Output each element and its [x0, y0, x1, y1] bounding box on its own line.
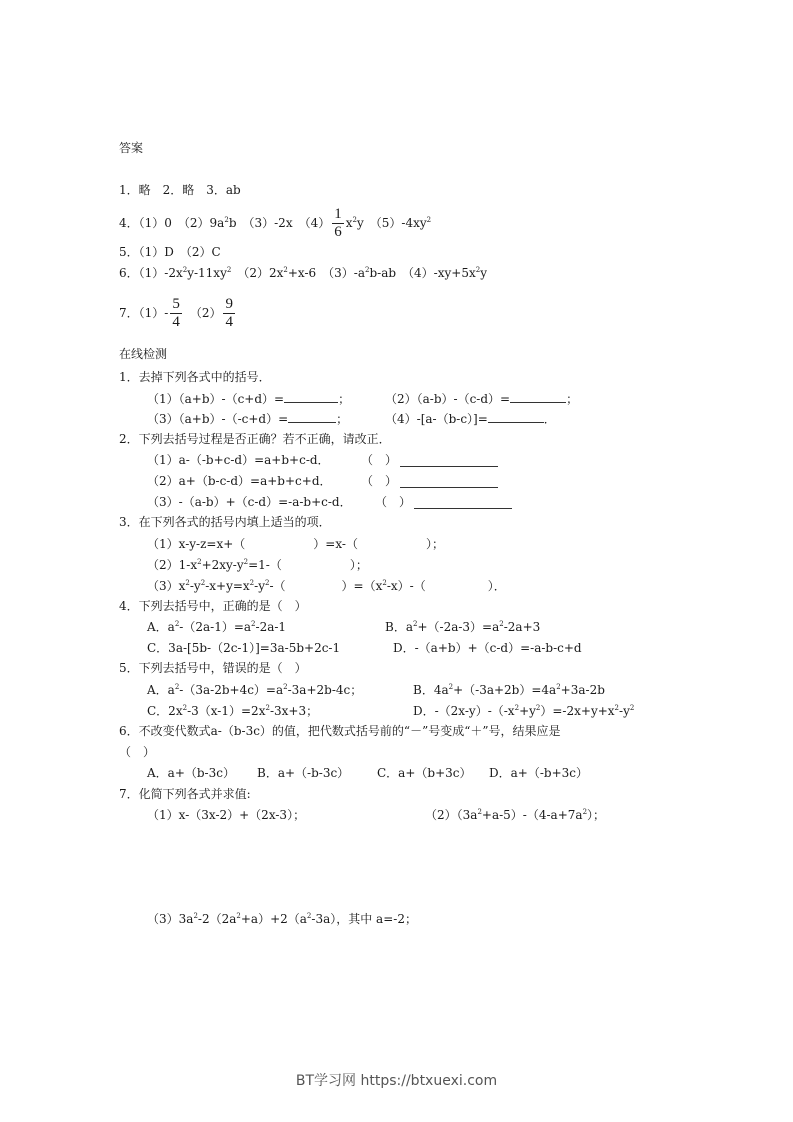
fraction-9-4: $\frac{9}{4}$ [225, 296, 233, 330]
correction-blank-1[interactable] [400, 454, 498, 467]
q6-option-d[interactable]: D．a+（-b+3c） [489, 766, 588, 780]
q6-stem: 6．不改变代数式a-（b-3c）的值，把代数式括号前的“－”号变成“＋”号，结果应是 [119, 724, 561, 738]
fraction-1-6: $\frac{1}{6}$ [334, 206, 342, 240]
q3-stem: 3．在下列各式的括号内填上适当的项． [119, 515, 331, 529]
footer-watermark: BT学习网 https://btxuexi.com [295, 1073, 498, 1089]
answers-title: 答案 [119, 141, 144, 155]
correction-blank-3[interactable] [414, 496, 512, 509]
q7-stem: 7．化简下列各式并求值: [119, 787, 251, 801]
q4-option-d[interactable]: D．-（a+b）+（c-d）=-a-b-c+d [393, 641, 582, 655]
q6-option-c[interactable]: C．a+（b+3c） [377, 766, 472, 780]
q1-item-1: （1）（a+b）-（c+d）= ； [147, 392, 351, 406]
answer-line-7: 7．（1）- $\frac{5}{4}$ （2） $\frac{9}{4}$ [119, 296, 233, 330]
fraction-5-4: $\frac{5}{4}$ [172, 296, 180, 330]
answer-line-1: 1．略 2．略 3．ab [119, 183, 241, 197]
q2-paren-3[interactable]: （ ） [375, 495, 412, 509]
q4-stem: 4．下列去括号中，正确的是（ ） [119, 599, 307, 613]
q2-item-3: （3）-（a-b）+（c-d）=-a-b+c-d． [147, 495, 352, 509]
q5-option-d[interactable]: D．$-(2x-y)-(-x^2+y^2)=-2x+y+x^2-y^2$ [413, 704, 635, 718]
answer-line-5: 5．（1）D （2）C [119, 245, 221, 259]
q1-item-4: （4）-[a-（b-c）]= ． [385, 412, 556, 426]
q4-option-b[interactable]: B．$a^2+(-2a-3)=a^2-2a+3$ [385, 620, 541, 634]
answer-line-6: 6．$(1)-2x^2y-11xy^2$ $(2)2x^2+x-6$ $(3)-a^2b-ab$ $(4)-xy+5x^2y$ [119, 266, 487, 280]
q4-option-a[interactable]: A．$a^2-(2a-1)=a^2-2a-1$ [147, 620, 287, 634]
q2-paren-2[interactable]: （ ） [361, 474, 398, 488]
answer-line-4: 4．（1）0 $(2)9a^2b$ （3）-2x （4） $\frac{1}{6}$ $x^2y$ $(5)-4xy^2$ [119, 206, 432, 240]
q5-stem: 5．下列去括号中，错误的是（ ） [119, 661, 307, 675]
q7-item-3: $(3)3a^2-2(2a^2+a)+2(a^2-3a)$，其中 a=-2； [147, 912, 417, 926]
q2-stem: 2．下列去括号过程是否正确？若不正确，请改正． [119, 432, 391, 446]
answer-blank[interactable] [488, 410, 544, 423]
q3-item-1: （1）x-y-z=x+（ ）=x-（ ）； [147, 537, 444, 551]
online-test-title: 在线检测 [119, 347, 168, 361]
q4-option-c[interactable]: C．3a-[5b-（2c-1）]=3a-5b+2c-1 [147, 641, 341, 655]
q7-item-1: （1）x-（3x-2）+（2x-3）； [147, 808, 306, 822]
q2-item-2: （2）a+（b-c-d）=a+b+c+d． [147, 474, 332, 488]
q6-paren[interactable]: （ ） [119, 745, 156, 759]
q2-item-1: （1）a-（-b+c-d）=a+b+c-d． [147, 453, 330, 467]
answer-blank[interactable] [284, 390, 338, 403]
answer-blank[interactable] [510, 390, 566, 403]
q1-item-3: （3）（a+b）-（-c+d）= ； [147, 412, 349, 426]
q3-item-2: $(2)1-x^2+2xy-y^2=1-$（ ）； [147, 558, 368, 572]
correction-blank-2[interactable] [400, 475, 498, 488]
q6-option-a[interactable]: A．a+（b-3c） [147, 766, 235, 780]
q3-item-3: $(3)x^2-y^2-x+y=x^2-y^2-$（ ）$=(x^2-x)-$（ ）． [147, 579, 506, 593]
q5-option-a[interactable]: A．$a^2-(3a-2b+4c)=a^2-3a+2b-4c$； [147, 683, 363, 697]
q5-option-b[interactable]: B．$4a^2+(-3a+2b)=4a^2+3a-2b$ [413, 683, 605, 697]
q1-item-2: （2）（a-b）-（c-d）= ； [385, 392, 579, 406]
q5-option-c[interactable]: C．$2x^2-3(x-1)=2x^2-3x+3$； [147, 704, 319, 718]
q7-item-2: $(2)(3a^2+a-5)-(4-a+7a^2)$； [425, 808, 606, 822]
q1-stem: 1．去掉下列各式中的括号． [119, 370, 271, 384]
answer-blank[interactable] [288, 410, 336, 423]
q2-paren-1[interactable]: （ ） [361, 453, 398, 467]
q6-option-b[interactable]: B．a+（-b-3c） [257, 766, 350, 780]
